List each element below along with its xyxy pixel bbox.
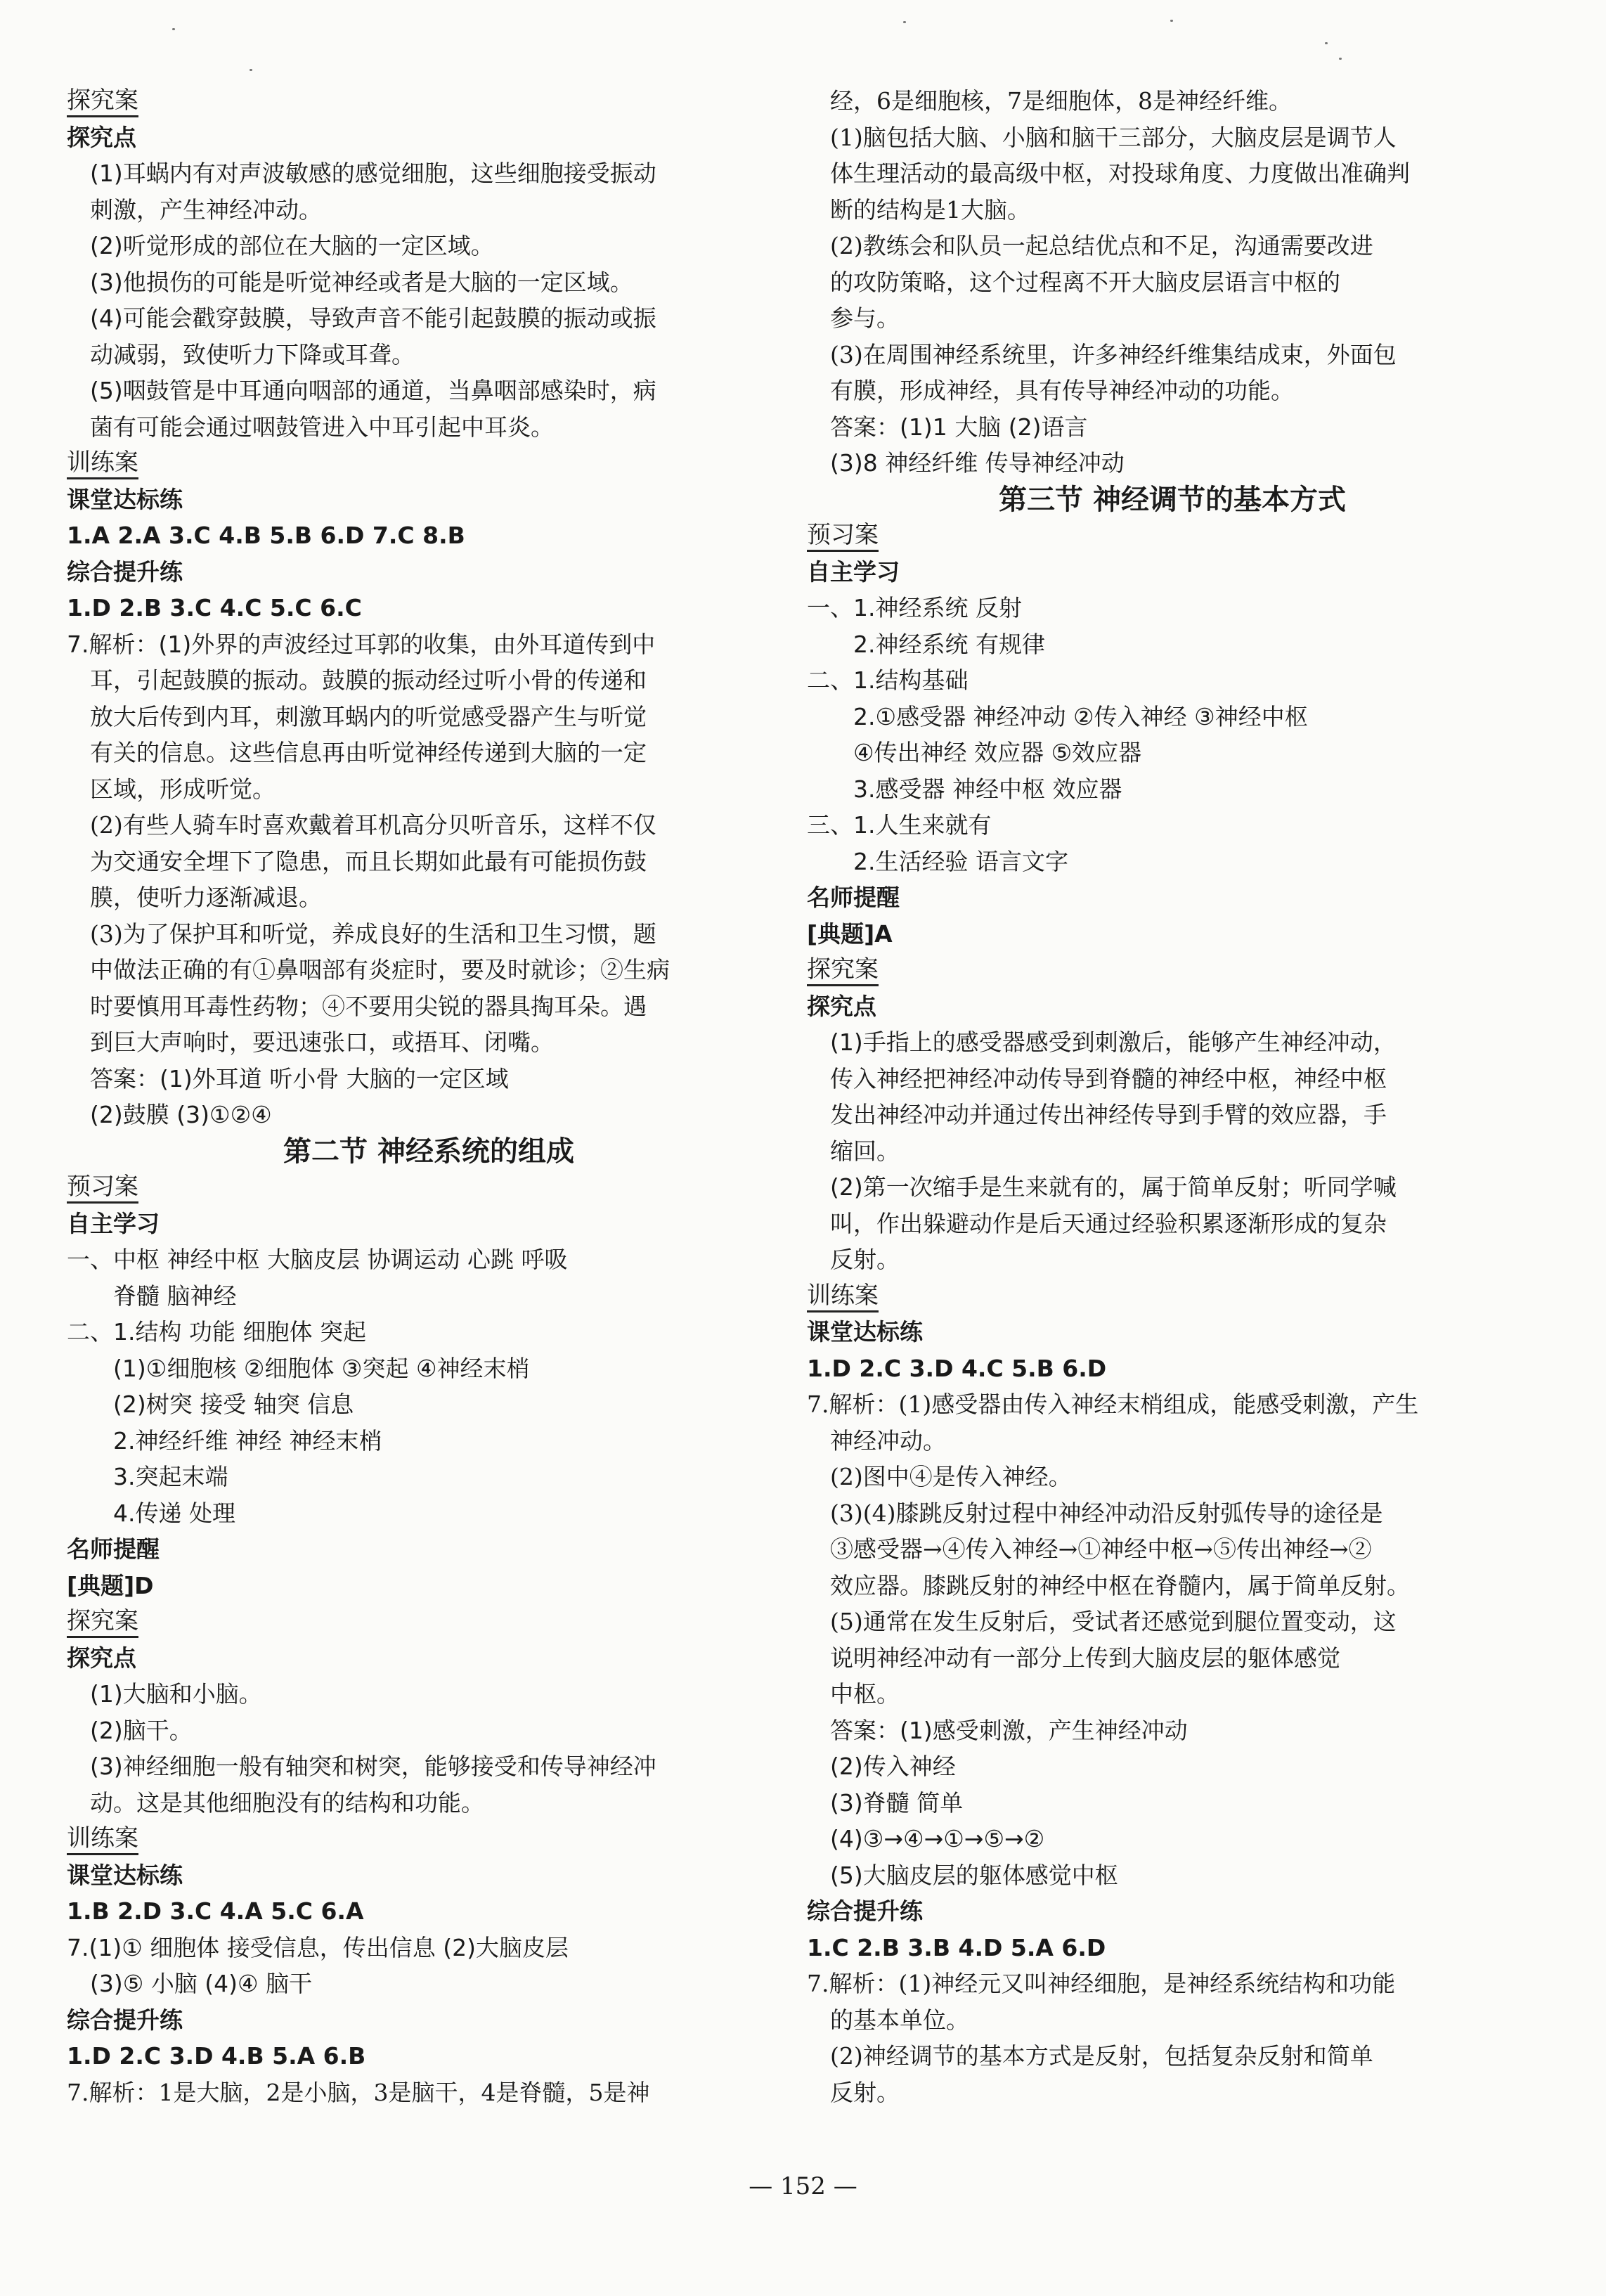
- subheading: 自主学习: [807, 557, 900, 586]
- subheading: 探究点: [807, 992, 876, 1020]
- text-line: 说明神经冲动有一部分上传到大脑皮层的躯体感觉: [830, 1644, 1340, 1672]
- text-line: 二、1.结构基础: [807, 666, 969, 694]
- text-line: 时要慎用耳毒性药物；④不要用尖锐的器具掏耳朵。遇: [90, 992, 647, 1020]
- text-line: 答案：(1)外耳道 听小骨 大脑的一定区域: [90, 1064, 509, 1092]
- text-line: 7.解析：(1)感受器由传入神经末梢组成，能感受刺激，产生: [807, 1391, 1419, 1418]
- text-line: (5)大脑皮层的躯体感觉中枢: [830, 1861, 1118, 1889]
- section-tag: [67, 1169, 791, 1206]
- text-line: 反射。: [830, 1246, 900, 1273]
- section-tag: [807, 517, 1538, 554]
- text-line: 7.(1)① 细胞体 接受信息，传出信息 (2)大脑皮层: [67, 1933, 569, 1961]
- text-line: (5)咽鼓管是中耳通向咽部的通道，当鼻咽部感染时，病: [90, 377, 656, 404]
- text-line: (4)③→④→①→⑤→②: [830, 1825, 1045, 1852]
- section-tag-label: 探究案: [67, 1607, 138, 1638]
- section-tag: [807, 1278, 1538, 1315]
- text-line: 菌有可能会通过咽鼓管进入中耳引起中耳炎。: [90, 413, 554, 441]
- scan-speck: [1325, 42, 1328, 44]
- text-line: 7.解析：(1)神经元又叫神经细胞，是神经系统结构和功能: [807, 1970, 1396, 1997]
- text-line: 的基本单位。: [830, 2006, 969, 2034]
- text-line: 一、1.神经系统 反射: [807, 594, 1022, 621]
- text-line: (3)脊髓 简单: [830, 1788, 964, 1817]
- text-line: ③感受器→④传入神经→①神经中枢→⑤传出神经→②: [830, 1535, 1372, 1563]
- text-line: 发出神经冲动并通过传出神经传导到手臂的效应器，手: [830, 1101, 1387, 1128]
- text-line: 脊髓 脑神经: [113, 1282, 237, 1310]
- text-line: 2.神经纤维 神经 神经末梢: [113, 1426, 382, 1455]
- text-line: 经，6是细胞核，7是细胞体，8是神经纤维。: [830, 87, 1292, 115]
- section-tag: [67, 1821, 791, 1857]
- text-line: 有膜，形成神经，具有传导神经冲动的功能。: [830, 377, 1294, 404]
- text-line: 体生理活动的最高级中枢，对投球角度、力度做出准确判: [830, 160, 1410, 187]
- section-tag: [67, 83, 791, 120]
- subheading: 名师提醒: [67, 1535, 160, 1563]
- subheading: [典题]D: [67, 1571, 154, 1599]
- text-line: ④传出神经 效应器 ⑤效应器: [853, 739, 1142, 766]
- subheading: 综合提升练: [67, 2006, 183, 2034]
- text-line: 膜，使听力逐渐减退。: [90, 884, 322, 911]
- text-line: (1)大脑和小脑。: [90, 1680, 262, 1708]
- text-line: 断的结构是1大脑。: [830, 195, 1030, 224]
- text-line: 一、中枢 神经中枢 大脑皮层 协调运动 心跳 呼吸: [67, 1246, 568, 1273]
- text-line: (1)①细胞核 ②细胞体 ③突起 ④神经末梢: [113, 1354, 530, 1382]
- section-title: 第三节 神经调节的基本方式: [999, 482, 1346, 516]
- section-tag: [807, 952, 1538, 988]
- text-line: 效应器。膝跳反射的神经中枢在脊髓内，属于简单反射。: [830, 1571, 1410, 1599]
- scan-speck: [903, 21, 906, 23]
- subheading: 1.A 2.A 3.C 4.B 5.B 6.D 7.C 8.B: [67, 522, 465, 549]
- subheading: 名师提醒: [807, 884, 900, 911]
- text-line: (2)传入神经: [830, 1753, 956, 1780]
- text-line: 刺激，产生神经冲动。: [90, 195, 322, 224]
- subheading: 自主学习: [67, 1209, 160, 1237]
- subheading: [典题]A: [807, 920, 893, 948]
- subheading: 1.C 2.B 3.B 4.D 5.A 6.D: [807, 1933, 1106, 1961]
- section-tag-label: 训练案: [67, 1824, 138, 1855]
- text-line: (2)教练会和队员一起总结优点和不足，沟通需要改进: [830, 232, 1373, 259]
- text-line: 7.解析：(1)外界的声波经过耳郭的收集，由外耳道传到中: [67, 630, 656, 658]
- left-column: [67, 83, 791, 2110]
- subheading: 综合提升练: [807, 1897, 923, 1925]
- text-line: 有关的信息。这些信息再由听觉神经传递到大脑的一定: [90, 739, 647, 766]
- text-line: (2)图中④是传入神经。: [830, 1463, 1072, 1490]
- section-tag-label: 探究案: [807, 955, 879, 986]
- text-line: 动。这是其他细胞没有的结构和功能。: [90, 1788, 484, 1817]
- text-line: 7.解析：1是大脑，2是小脑，3是脑干，4是脊髓，5是神: [67, 2078, 650, 2106]
- text-line: 神经冲动。: [830, 1426, 946, 1455]
- text-line: (3)神经细胞一般有轴突和树突，能够接受和传导神经冲: [90, 1753, 656, 1780]
- subheading: 课堂达标练: [807, 1318, 923, 1346]
- text-line: 2.生活经验 语言文字: [853, 847, 1068, 875]
- text-line: 传入神经把神经冲动传导到脊髓的神经中枢，神经中枢: [830, 1064, 1387, 1092]
- text-line: 叫，作出躲避动作是后天通过经验积累逐渐形成的复杂: [830, 1209, 1387, 1237]
- subheading: 课堂达标练: [67, 485, 183, 513]
- text-line: (3)在周围神经系统里，许多神经纤维集结成束，外面包: [830, 340, 1397, 368]
- text-line: (1)耳蜗内有对声波敏感的感觉细胞，这些细胞接受振动: [90, 160, 656, 187]
- text-line: (3)⑤ 小脑 (4)④ 脑干: [90, 1970, 313, 1997]
- text-line: 答案：(1)感受刺激，产生神经冲动: [830, 1716, 1188, 1744]
- text-line: 答案：(1)1 大脑 (2)语言: [830, 413, 1088, 441]
- subheading: 1.B 2.D 3.C 4.A 5.C 6.A: [67, 1897, 364, 1925]
- section-title: 第二节 神经系统的组成: [283, 1134, 574, 1168]
- text-line: (2)鼓膜 (3)①②④: [90, 1101, 272, 1128]
- text-line: 中枢。: [830, 1680, 900, 1708]
- subheading: 综合提升练: [67, 557, 183, 586]
- text-line: 2.①感受器 神经冲动 ②传入神经 ③神经中枢: [853, 702, 1308, 730]
- text-line: 二、1.结构 功能 细胞体 突起: [67, 1318, 366, 1346]
- text-line: 为交通安全埋下了隐患，而且长期如此最有可能损伤鼓: [90, 847, 647, 875]
- text-line: (2)脑干。: [90, 1716, 193, 1744]
- scan-speck: [1339, 58, 1342, 60]
- subheading: 1.D 2.C 3.D 4.B 5.A 6.B: [67, 2042, 366, 2070]
- text-line: (3)他损伤的可能是听觉神经或者是大脑的一定区域。: [90, 268, 633, 296]
- text-line: 动减弱，致使听力下降或耳聋。: [90, 340, 415, 368]
- text-line: 耳，引起鼓膜的振动。鼓膜的振动经过听小骨的传递和: [90, 666, 647, 694]
- text-line: (4)可能会戳穿鼓膜，导致声音不能引起鼓膜的振动或振: [90, 304, 656, 332]
- text-line: (3)8 神经纤维 传导神经冲动: [830, 449, 1125, 477]
- text-line: (2)神经调节的基本方式是反射，包括复杂反射和简单: [830, 2042, 1373, 2070]
- text-line: (2)树突 接受 轴突 信息: [113, 1391, 354, 1418]
- text-line: 三、1.人生来就有: [807, 811, 992, 839]
- section-tag-label: 预习案: [807, 521, 879, 552]
- subheading: 1.D 2.B 3.C 4.C 5.C 6.C: [67, 594, 362, 621]
- section-tag-label: 训练案: [67, 449, 138, 479]
- text-line: 放大后传到内耳，刺激耳蜗内的听觉感受器产生与听觉: [90, 702, 647, 730]
- text-line: (2)有些人骑车时喜欢戴着耳机高分贝听音乐，这样不仅: [90, 811, 656, 839]
- text-line: 中做法正确的有①鼻咽部有炎症时，要及时就诊；②生病: [90, 956, 670, 983]
- section-tag: [67, 1604, 791, 1640]
- text-line: 缩回。: [830, 1137, 900, 1165]
- scan-speck: [1170, 20, 1173, 22]
- text-line: 3.感受器 神经中枢 效应器: [853, 775, 1122, 803]
- text-line: 参与。: [830, 304, 900, 332]
- text-line: 区域，形成听觉。: [90, 775, 276, 803]
- subheading: 1.D 2.C 3.D 4.C 5.B 6.D: [807, 1354, 1107, 1382]
- text-line: (1)手指上的感受器感受到刺激后，能够产生神经冲动，: [830, 1028, 1397, 1056]
- text-line: 4.传递 处理: [113, 1499, 235, 1527]
- section-tag: [67, 445, 791, 482]
- text-line: 2.神经系统 有规律: [853, 630, 1045, 658]
- text-line: 的攻防策略，这个过程离不开大脑皮层语言中枢的: [830, 268, 1340, 296]
- text-line: (1)脑包括大脑、小脑和脑干三部分，大脑皮层是调节人: [830, 123, 1397, 151]
- subheading: 探究点: [67, 123, 136, 151]
- section-tag-label: 训练案: [807, 1282, 879, 1313]
- text-line: 到巨大声响时，要迅速张口，或捂耳、闭嘴。: [90, 1028, 554, 1056]
- text-line: (3)(4)膝跳反射过程中神经冲动沿反射弧传导的途径是: [830, 1499, 1383, 1527]
- section-tag-label: 预习案: [67, 1173, 138, 1204]
- right-column: [807, 83, 1538, 2110]
- scan-speck: [172, 28, 175, 30]
- text-line: (2)第一次缩手是生来就有的，属于简单反射；听同学喊: [830, 1173, 1397, 1201]
- subheading: 探究点: [67, 1644, 136, 1672]
- text-line: (3)为了保护耳和听觉，养成良好的生活和卫生习惯，题: [90, 920, 656, 948]
- text-line: 3.突起末端: [113, 1463, 228, 1490]
- text-line: (2)听觉形成的部位在大脑的一定区域。: [90, 232, 494, 259]
- subheading: 课堂达标练: [67, 1861, 183, 1889]
- page-number: — 152 —: [749, 2172, 857, 2200]
- section-tag-label: 探究案: [67, 86, 138, 117]
- text-line: 反射。: [830, 2078, 900, 2106]
- scan-speck: [250, 69, 252, 71]
- text-line: (5)通常在发生反射后，受试者还感觉到腿位置变动，这: [830, 1608, 1397, 1635]
